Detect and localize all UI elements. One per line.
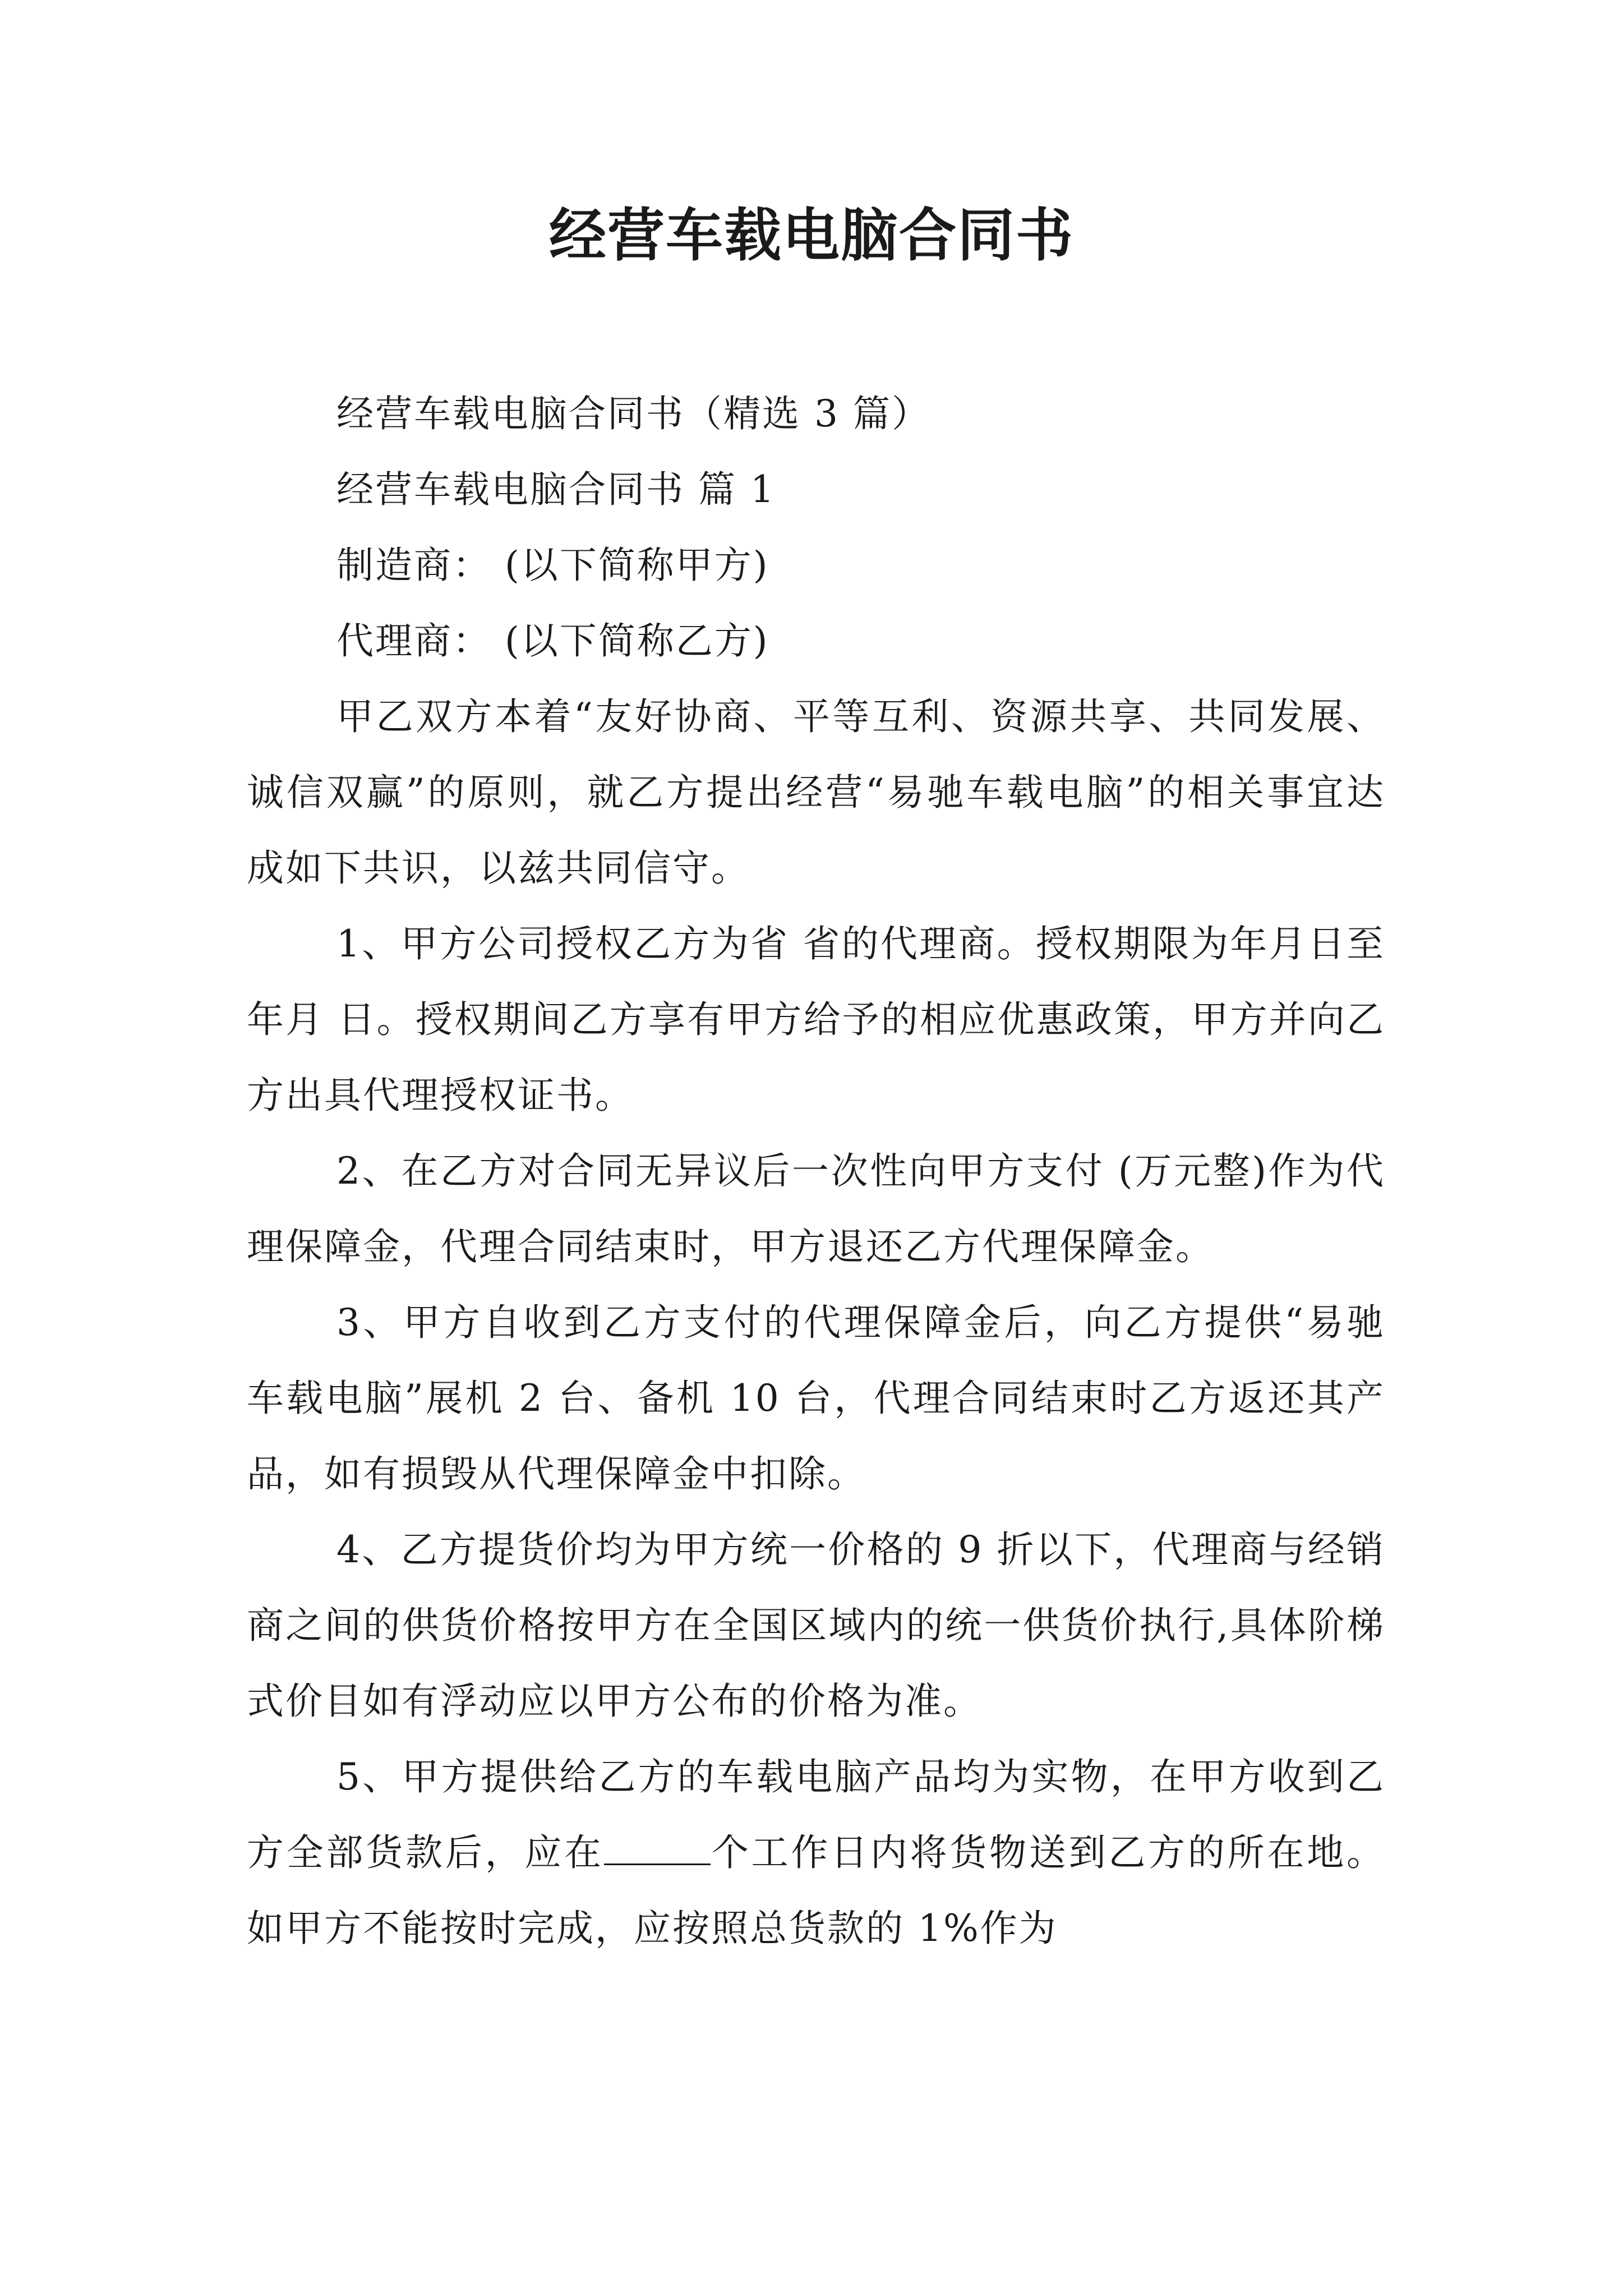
paragraph-clause-2: 2、在乙方对合同无异议后一次性向甲方支付 (万元整)作为代理保障金，代理合同结束时，甲方退还乙方代理保障金。 — [247, 1149, 1385, 1268]
clause-5-text-after: 个工作日内将货物送到乙方的所在地。如甲方不能按时完成，应按照总货款的 1%作为 — [247, 1831, 1386, 1950]
clause-5-text-before: 5、甲方提供给乙方的车载电脑产品均为实物，在甲方收到乙方全部货款后，应在 — [247, 1755, 1385, 1874]
paragraph-manufacturer: 制造商： (以下简称甲方) — [336, 544, 769, 587]
paragraph-section-heading: 经营车载电脑合同书 篇 1 — [336, 468, 776, 511]
fill-in-blank-line — [604, 1831, 711, 1865]
paragraph-clause-3: 3、甲方自收到乙方支付的代理保障金后，向乙方提供“易驰车载电脑”展机 2 台、备机 10 台，代理合同结束时乙方返还其产品，如有损毁从代理保障金中扣除。 — [247, 1301, 1385, 1496]
document-body — [247, 376, 1385, 1966]
paragraph-clause-5 — [247, 1739, 1385, 1966]
paragraph-agent: 代理商： (以下简称乙方) — [336, 619, 769, 662]
paragraph-intro-heading: 经营车载电脑合同书（精选 3 篇） — [336, 392, 930, 435]
paragraph-preamble: 甲乙双方本着“友好协商、平等互利、资源共享、共同发展、诚信双赢”的原则，就乙方提出经营“易驰车载电脑”的相关事宜达成如下共识，以兹共同信守。 — [247, 695, 1385, 890]
document-title: 经营车载电脑合同书 — [549, 202, 1074, 269]
paragraph-clause-4: 4、乙方提货价均为甲方统一价格的 9 折以下，代理商与经销商之间的供货价格按甲方在全国区域内的统一供货价执行,具体阶梯式价目如有浮动应以甲方公布的价格为准。 — [247, 1528, 1385, 1723]
paragraph-clause-1: 1、甲方公司授权乙方为省 省的代理商。授权期限为年月日至年月 日。授权期间乙方享有甲方给予的相应优惠政策，甲方并向乙方出具代理授权证书。 — [247, 922, 1385, 1117]
